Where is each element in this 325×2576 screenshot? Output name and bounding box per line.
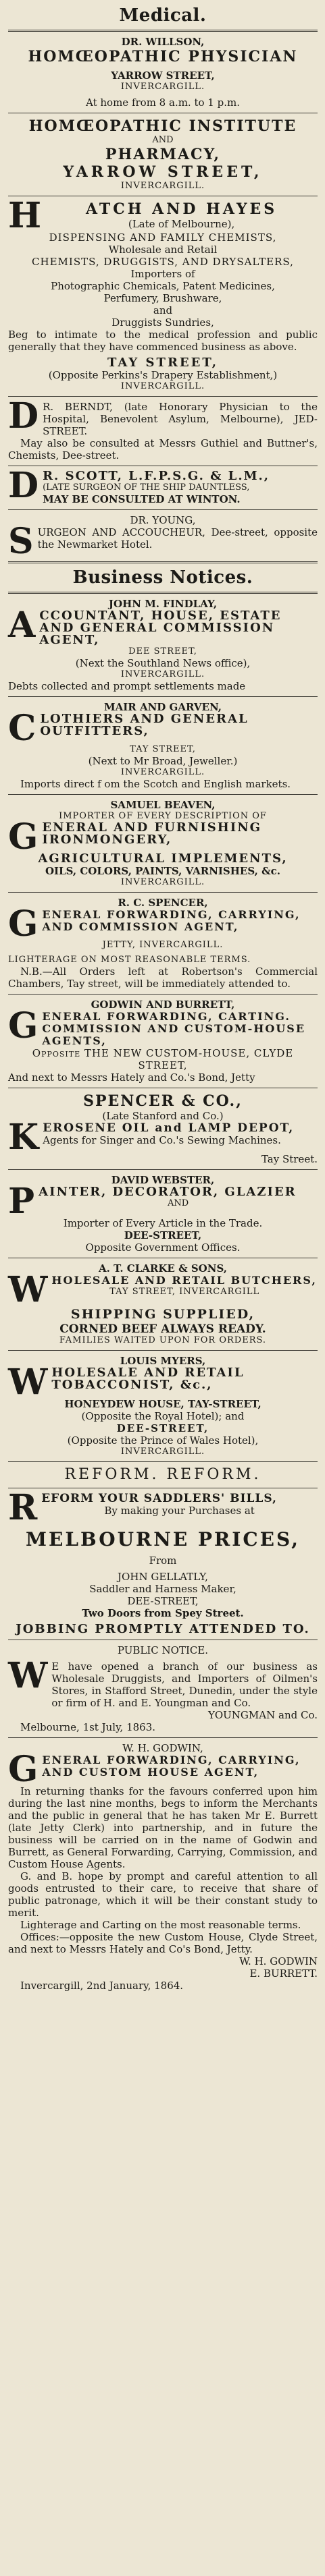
hatch-line6: Perfumery, Brushware, [103,292,222,304]
clarke-initial: W [8,1269,48,1310]
mair-imports: Imports direct f om the Scotch and English markets. [20,778,291,790]
wh-godwin-body1: In returning thanks for the favours conferred upon him during the last nine months, begs to inform the Merchants and the public in general that he has taken Mr E. Burrett (late Jetty Clerk) into partnership, and in future the business will be carried on in the name of Godwin and Burrett, as General Forwarding, Carrying, Commission, and Custom House Agents. [8,1785,318,1870]
scott-winton: MAY BE CONSULTED AT WINTON. [43,493,241,505]
divider [8,794,318,795]
godwin-burrett-initial: G [8,1005,39,1046]
young-name: DR. YOUNG, [130,514,196,526]
beaven-town: INVERCARGILL. [120,877,205,887]
clarke-line1: HOLESALE AND RETAIL BUTCHERS, [51,1274,317,1287]
divider [8,1169,318,1170]
reform-jobbing: JOBBING PROMPTLY ATTENDED TO. [16,1622,310,1636]
beaven-initial: G [8,816,39,858]
mair-ad [8,701,318,790]
berndt-ad [8,395,318,461]
hatch-name: ATCH AND HAYES [85,200,278,218]
spencer-co-line1: EROSENE OIL and LAMP DEPOT, [43,1121,295,1135]
divider [8,994,318,995]
myers-line1: HOLESALE AND RETAIL TOBACCONIST, &c., [51,1366,245,1392]
myers-initial: W [8,1362,48,1403]
reform-from: From [149,1555,177,1567]
myers-line5: (Opposite the Prince of Wales Hotel), [67,1434,259,1447]
divider [8,396,318,397]
hatch-opp: (Opposite Perkins's Drapery Establishment,) [48,369,278,381]
myers-town: INVERCARGILL. [120,1447,205,1457]
spencer-co-late: (Late Stanford and Co.) [102,1110,224,1122]
public-notice-body: E have opened a branch of our business as Wholesale Druggists, and Importers of Oilmen's Stores, in Stafford Street, Dunedin, under the style or firm of H. and E. Youngman and Co. [51,1660,318,1709]
godwin-burrett-name: GODWIN AND BURRETT, [91,999,235,1011]
findlay-ad [8,598,318,692]
public-notice-firm: YOUNGMAN and Co. [207,1709,318,1721]
webster-opp: Opposite Government Offices. [85,1241,241,1254]
beaven-line2: AGRICULTURAL IMPLEMENTS, [38,851,288,866]
wh-godwin-line1: ENERAL FORWARDING, CARRYING, AND CUSTOM HOUSE AGENT, [42,1754,301,1779]
clarke-line2: SHIPPING SUPPLIED, [70,1307,255,1322]
webster-street: DEE-STREET, [124,1229,202,1241]
spencer-lighterage: LIGHTERAGE ON MOST REASONABLE TERMS. [8,955,251,965]
wh-godwin-body4: Offices:—opposite the new Custom House, Clyde Street, and next to Messrs Hately and Co's Bond, Jetty. [8,1931,318,1955]
business-heading: Business Notices. [72,567,253,588]
findlay-next: (Next the Southland News office), [75,657,251,669]
mair-street: TAY STREET, [130,744,196,754]
clarke-line3: CORNED BEEF ALWAYS READY. [59,1322,266,1336]
scott-name: R. SCOTT, L.F.P.S.G. & L.M., [43,469,270,483]
findlay-line1: CCOUNTANT, HOUSE, ESTATE AND GENERAL COMMISSION AGENT, [39,609,282,647]
scott-initial: D [8,465,39,506]
mair-next: (Next to Mr Broad, Jeweller.) [88,755,238,767]
clarke-ad [8,1262,318,1346]
berndt-consult: May also be consulted at Messrs Guthiel and Buttner's, Chemists, Dee-street. [8,437,318,461]
divider [8,892,318,893]
divider [8,1350,318,1351]
beaven-ad [8,799,318,888]
hatch-ad [8,195,318,392]
wh-godwin-sig2: E. BURRETT. [249,1967,318,1980]
public-notice-date: Melbourne, 1st July, 1863. [20,1721,156,1733]
hatch-town: INVERCARGILL. [120,381,205,391]
hatch-line7: and [153,304,173,316]
webster-and: AND [167,1198,189,1208]
webster-initial: P [8,1181,35,1222]
beaven-importer: IMPORTER OF EVERY DESCRIPTION OF [59,811,267,821]
institute-title: HOMŒOPATHIC INSTITUTE [28,117,297,135]
wh-godwin-name: W. H. GODWIN, [122,1742,203,1754]
institute-street: YARROW STREET, [63,163,263,181]
divider [8,30,318,32]
willson-name: DR. WILLSON, [121,36,205,48]
mair-initial: C [8,708,36,749]
wh-godwin-ad [8,1742,318,1992]
godwin-burrett-next: And next to Messrs Hately and Co.'s Bond, Jetty [8,1071,255,1084]
young-initial: S [8,521,34,562]
divider [8,509,318,510]
wh-godwin-body3: Lighterage and Carting on the most reasonable terms. [20,1919,301,1931]
wh-godwin-date: Invercargill, 2nd January, 1864. [20,1980,184,1992]
spencer-co-line2: Agents for Singer and Co.'s Sewing Machines. [43,1134,281,1146]
clarke-name: A. T. CLARKE & SONS, [99,1262,227,1275]
reform-name: JOHN GELLATLY, [118,1571,208,1583]
spencer-co-street: Tay Street. [261,1153,318,1165]
spencer-co-ad [8,1092,318,1165]
reform-doors: Two Doors from Spey Street. [82,1607,244,1619]
divider [8,696,318,697]
godwin-burrett-ad [8,999,318,1084]
reform-prices: MELBOURNE PRICES, [26,1528,300,1550]
public-notice-ad [8,1644,318,1733]
clarke-line4: FAMILIES WAITED UPON FOR ORDERS. [59,1335,267,1345]
mair-town: INVERCARGILL. [120,767,205,777]
scott-ad [8,465,318,506]
institute-and: AND [152,135,174,145]
findlay-initial: A [8,605,36,646]
young-ad [8,514,318,562]
hatch-late: (Late of Melbourne), [128,218,235,230]
willson-street: YARROW STREET, [111,69,215,82]
myers-line4: DEE-STREET, [116,1422,209,1434]
public-notice-heading: PUBLIC NOTICE. [117,1644,209,1656]
willson-title: HOMŒOPATHIC PHYSICIAN [28,48,298,65]
young-body: URGEON AND ACCOUCHEUR, Dee-street, opposite the Newmarket Hotel. [37,526,318,551]
findlay-street: DEE STREET, [128,646,197,656]
mair-line1: LOTHIERS AND GENERAL OUTFITTERS, [40,712,249,738]
godwin-burrett-line1: ENERAL FORWARDING, CARTING. COMMISSION AND CUSTOM-HOUSE AGENTS, [42,1010,306,1047]
hatch-street: TAY STREET, [107,356,219,370]
hatch-body: Beg to intimate to the medical profession and public generally that they have commenced business as above. [8,329,318,353]
beaven-line3: OILS, COLORS, PAINTS, VARNISHES, &c. [45,865,281,877]
beaven-line1: ENERAL AND FURNISHING IRONMONGERY, [42,820,262,847]
hatch-line8: Druggists Sundries, [111,316,214,329]
webster-line2: Importer of Every Article in the Trade. [63,1217,263,1229]
mair-name: MAIR AND GARVEN, [104,701,222,713]
spencer-initial: G [8,903,39,945]
divider [8,561,318,563]
hatch-line5: Photographic Chemicals, Patent Medicines, [51,280,275,292]
clarke-street: TAY STREET, INVERCARGILL [109,1287,260,1297]
spencer-line1: ENERAL FORWARDING, CARRYING, AND COMMISSION AGENT, [42,908,301,933]
myers-name: LOUIS MYERS, [120,1355,206,1367]
hatch-line1: DISPENSING AND FAMILY CHEMISTS, [49,231,277,244]
spencer-name: R. C. SPENCER, [118,897,208,909]
medical-heading: Medical. [119,5,207,26]
reform-trade: Saddler and Harness Maker, [89,1583,236,1595]
spencer-co-initial: K [8,1117,39,1158]
spencer-jetty: JETTY, INVERCARGILL. [102,940,224,950]
hatch-line4: Importers of [130,268,195,280]
beaven-name: SAMUEL BEAVEN, [110,799,216,811]
berndt-body: R. BERNDT, (late Honorary Physician to the Hospital, Benevolent Asylum, Melbourne), JED-STREET. [43,401,318,437]
reform-ad [8,1466,318,1635]
godwin-burrett-opp: Opposite THE NEW CUSTOM-HOUSE, CLYDE STREET, [32,1047,294,1071]
webster-ad [8,1174,318,1254]
divider [8,1461,318,1462]
wh-godwin-initial: G [8,1749,39,1790]
webster-name: DAVID WEBSTER, [111,1174,215,1186]
spencer-co-name: SPENCER & CO., [83,1092,243,1110]
webster-line1: AINTER, DECORATOR, GLAZIER [39,1185,297,1199]
reform-heading: REFORM. REFORM. [64,1466,261,1483]
institute-ad [8,117,318,192]
reform-initial: R [8,1487,38,1528]
public-notice-initial: W [8,1655,48,1696]
findlay-debts: Debts collected and prompt settlements made [8,680,246,692]
willson-ad [8,36,318,109]
newspaper-column [8,3,318,1992]
berndt-initial: D [8,395,39,437]
reform-line2: By making your Purchases at [104,1505,255,1517]
hatch-line3: CHEMISTS, DRUGGISTS, AND DRYSALTERS, [32,256,294,268]
spencer-nb: N.B.—All Orders left at Robertson's Commercial Chambers, Tay street, will be immediately attended to. [8,965,318,990]
divider [8,1737,318,1738]
scott-late: (LATE SURGEON OF THE SHIP DAUNTLESS, [43,482,250,493]
findlay-name: JOHN M. FINDLAY, [108,598,218,610]
willson-town: INVERCARGILL. [120,82,205,92]
reform-street: DEE-STREET, [127,1595,199,1607]
myers-line2: HONEYDEW HOUSE, TAY-STREET, [64,1398,261,1410]
institute-town: INVERCARGILL. [120,181,205,191]
wh-godwin-body2: G. and B. hope by prompt and careful attention to all goods entrusted to their care, to receive that share of public patronage, which it will be their constant study to merit. [8,1870,318,1919]
institute-pharmacy: PHARMACY, [105,146,221,163]
myers-line3: (Opposite the Royal Hotel); and [81,1410,245,1422]
willson-hours: At home from 8 a.m. to 1 p.m. [86,96,240,109]
divider [8,592,318,594]
reform-line1: EFORM YOUR SADDLERS' BILLS, [41,1492,277,1505]
hatch-line2: Wholesale and Retail [108,244,218,256]
myers-ad [8,1355,318,1457]
spencer-ad [8,897,318,990]
hatch-initial: H [8,195,42,236]
wh-godwin-sig1: W. H. GODWIN [239,1955,318,1967]
findlay-town: INVERCARGILL. [120,669,205,679]
